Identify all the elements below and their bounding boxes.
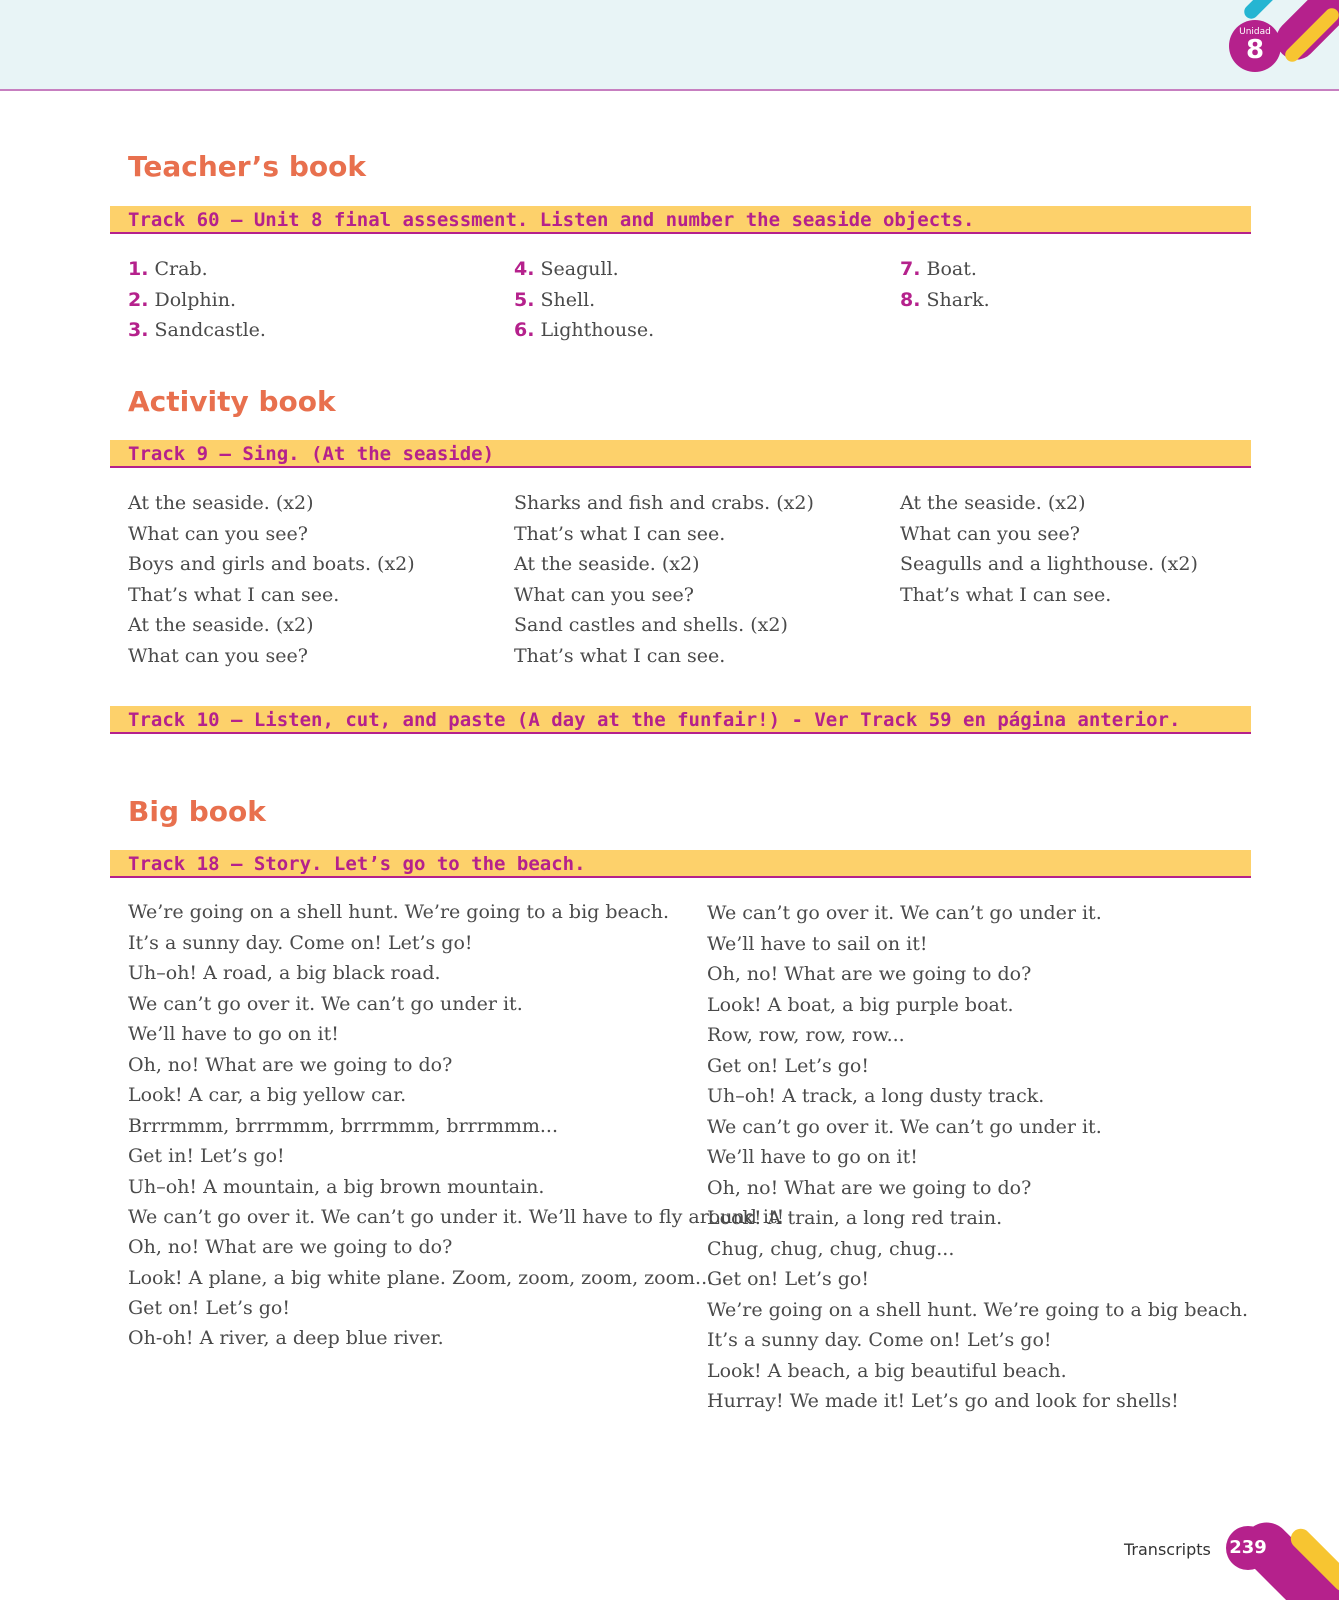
story-line: Uh–oh! A mountain, a big brown mountain. <box>128 1175 545 1198</box>
answer-column-3 <box>900 254 990 315</box>
song-column-1 <box>128 488 415 671</box>
unit-badge <box>1229 0 1339 80</box>
section-title-activity-book: Activity book <box>128 385 336 418</box>
story-line: Uh–oh! A track, a long dusty track. <box>707 1085 1045 1107</box>
story-line: Oh, no! What are we going to do? <box>128 1053 453 1076</box>
story-line: We’ll have to go on it! <box>128 1023 339 1045</box>
story-column-2 <box>707 898 1307 1417</box>
story-line: Look! A boat, a big purple boat. <box>707 993 1014 1016</box>
song-line: What can you see? <box>514 583 694 606</box>
answer-column-2 <box>514 254 654 346</box>
item-number: 7. <box>900 258 921 280</box>
story-line: It’s a sunny day. Come on! Let’s go! <box>707 1329 1052 1351</box>
item-text: Boat. <box>926 258 977 280</box>
song-column-3 <box>900 488 1198 610</box>
answer-item <box>900 285 990 316</box>
story-line: Get on! Let’s go! <box>707 1268 870 1290</box>
story-line: Oh-oh! A river, a deep blue river. <box>128 1327 444 1349</box>
song-line: Sand castles and shells. (x2) <box>514 614 788 636</box>
song-line: Seagulls and a lighthouse. (x2) <box>900 553 1198 575</box>
story-line: We’ll have to sail on it! <box>707 932 928 955</box>
song-line: Sharks and fish and crabs. (x2) <box>514 492 814 514</box>
track-9-bar: Track 9 – Sing. (At the seaside) <box>110 440 1251 468</box>
item-number: 3. <box>128 319 149 341</box>
item-number: 4. <box>514 258 535 280</box>
item-number: 8. <box>900 288 921 311</box>
track-60-bar: Track 60 – Unit 8 final assessment. Listen and number the seaside objects. <box>110 206 1251 234</box>
story-line: Oh, no! What are we going to do? <box>128 1236 453 1258</box>
story-line: We can’t go over it. We can’t go under it. We’ll have to fly around it! <box>128 1206 785 1228</box>
answer-item <box>514 285 654 316</box>
item-text: Crab. <box>154 258 208 280</box>
story-line: We’ll have to go on it! <box>707 1146 918 1168</box>
story-line: We can’t go over it. We can’t go under it. <box>707 902 1102 924</box>
answer-item <box>514 254 654 285</box>
story-line: Row, row, row, row... <box>707 1024 905 1046</box>
song-line: What can you see? <box>128 644 308 667</box>
item-number: 2. <box>128 288 149 311</box>
item-number: 1. <box>128 258 149 280</box>
unit-circle <box>1229 20 1281 72</box>
track-10-bar: Track 10 – Listen, cut, and paste (A day at the funfair!) - Ver Track 59 en página anterior. <box>110 706 1251 734</box>
answer-item <box>128 285 266 316</box>
song-line: At the seaside. (x2) <box>128 614 314 636</box>
story-line: It’s a sunny day. Come on! Let’s go! <box>128 931 473 954</box>
track-18-bar: Track 18 – Story. Let’s go to the beach. <box>110 850 1251 878</box>
answer-item <box>128 254 266 285</box>
item-text: Dolphin. <box>154 288 237 311</box>
song-column-2 <box>514 488 814 671</box>
story-line: Look! A beach, a big beautiful beach. <box>707 1359 1067 1382</box>
story-line: Get on! Let’s go! <box>128 1296 291 1319</box>
item-text: Shell. <box>540 288 596 311</box>
song-line: That’s what I can see. <box>128 583 340 606</box>
footer-section-label: Transcripts <box>1124 1540 1211 1559</box>
story-line: Look! A plane, a big white plane. Zoom, zoom, zoom, zoom... <box>128 1266 714 1289</box>
item-number: 6. <box>514 319 535 341</box>
story-line: Oh, no! What are we going to do? <box>707 1176 1032 1199</box>
story-line: Look! A train, a long red train. <box>707 1207 1003 1229</box>
song-line: Boys and girls and boats. (x2) <box>128 553 415 575</box>
song-line: That’s what I can see. <box>514 522 726 545</box>
story-line: We’re going on a shell hunt. We’re going to a big beach. <box>707 1298 1248 1321</box>
item-text: Lighthouse. <box>540 319 655 341</box>
item-text: Sandcastle. <box>154 319 266 341</box>
header-band <box>0 0 1339 91</box>
page-number-badge <box>1222 1520 1339 1600</box>
decorative-stripe <box>1241 0 1286 22</box>
story-line: Chug, chug, chug, chug... <box>707 1237 955 1260</box>
story-line: Oh, no! What are we going to do? <box>707 963 1032 985</box>
item-text: Seagull. <box>540 258 619 280</box>
story-line: We can’t go over it. We can’t go under it. <box>707 1115 1102 1138</box>
story-line: Look! A car, a big yellow car. <box>128 1084 407 1106</box>
story-line: Brrrmmm, brrrmmm, brrrmmm, brrrmmm... <box>128 1114 558 1137</box>
answer-item <box>514 315 654 346</box>
song-line: What can you see? <box>900 522 1080 545</box>
section-title-big-book: Big book <box>128 795 266 828</box>
song-line: That’s what I can see. <box>514 644 726 667</box>
song-line: At the seaside. (x2) <box>900 492 1086 514</box>
page-number: 239 <box>1226 1526 1270 1570</box>
story-line: Get in! Let’s go! <box>128 1145 285 1167</box>
story-line: We can’t go over it. We can’t go under it. <box>128 992 523 1015</box>
song-line: At the seaside. (x2) <box>514 553 700 575</box>
story-line: Uh–oh! A road, a big black road. <box>128 962 441 984</box>
section-title-teachers-book: Teacher’s book <box>128 150 366 183</box>
answer-column-1 <box>128 254 266 346</box>
item-number: 5. <box>514 288 535 311</box>
song-line: What can you see? <box>128 522 308 545</box>
answer-item <box>128 315 266 346</box>
story-line: Hurray! We made it! Let’s go and look for shells! <box>707 1390 1179 1412</box>
story-line: We’re going on a shell hunt. We’re going to a big beach. <box>128 901 669 923</box>
story-column-1 <box>128 897 785 1354</box>
item-text: Shark. <box>926 288 990 311</box>
song-line: That’s what I can see. <box>900 583 1112 606</box>
answer-item <box>900 254 990 285</box>
unit-number: 8 <box>1245 35 1265 65</box>
song-line: At the seaside. (x2) <box>128 492 314 514</box>
unit-label: Unidad <box>1239 27 1271 37</box>
story-line: Get on! Let’s go! <box>707 1054 870 1077</box>
